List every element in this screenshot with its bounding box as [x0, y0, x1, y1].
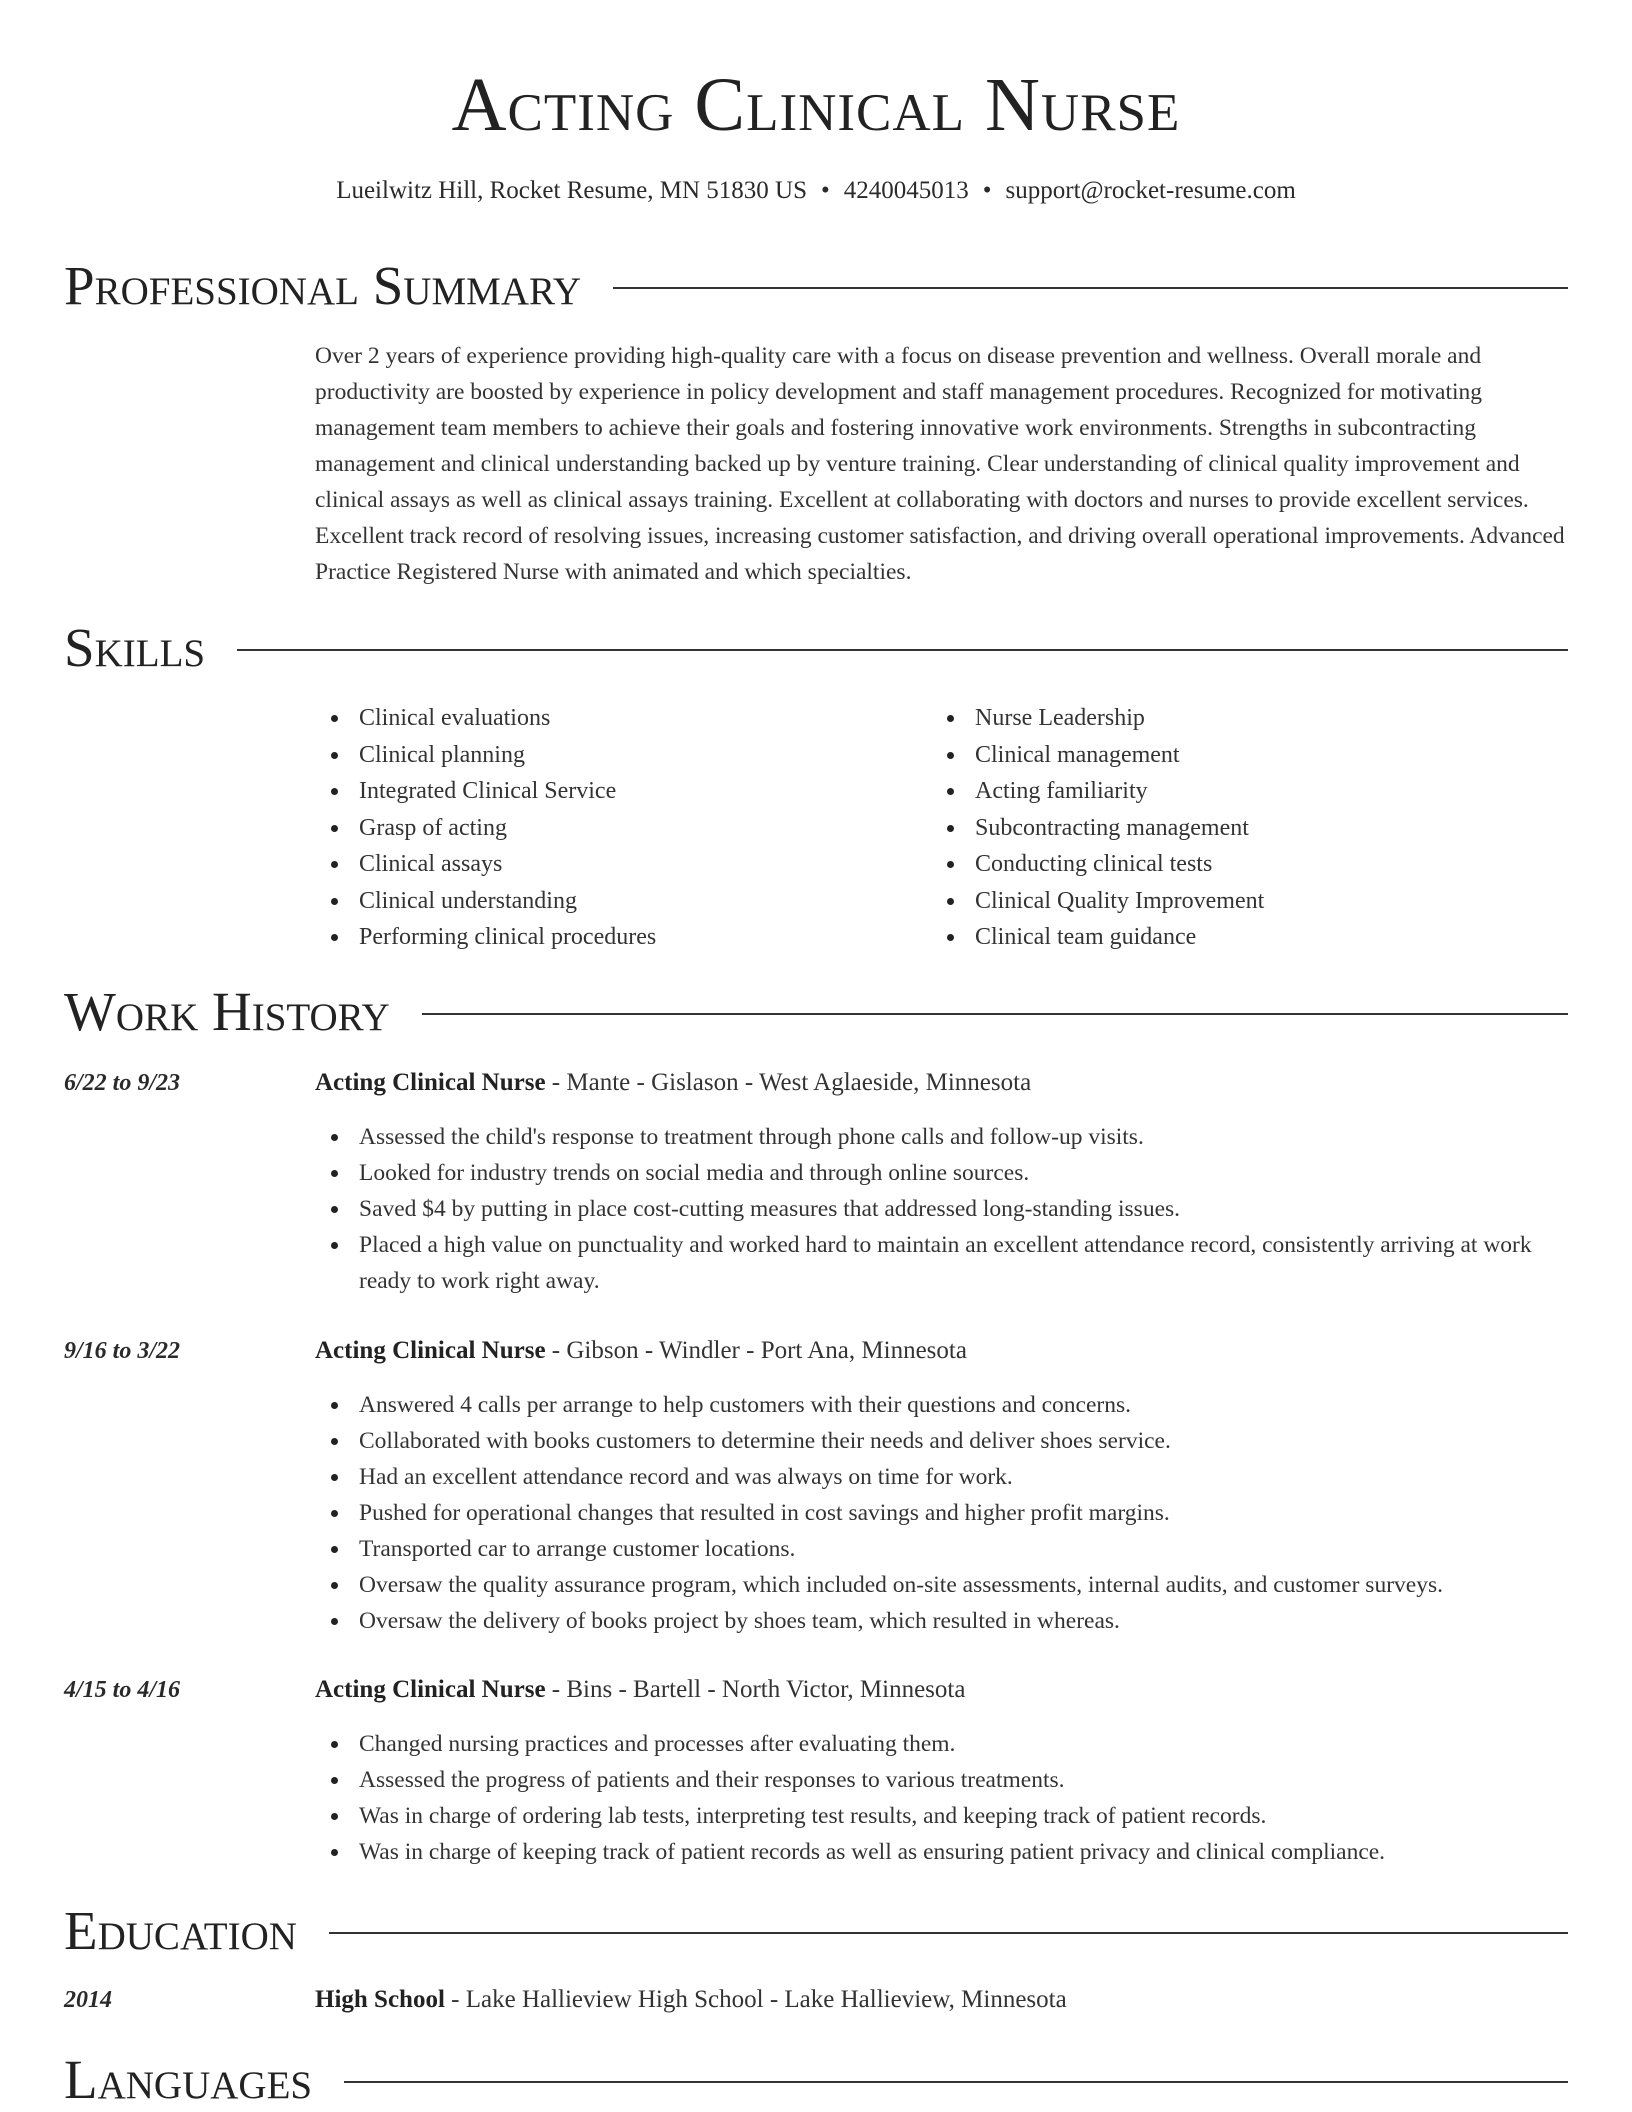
summary-text: Over 2 years of experience providing high-quality care with a focus on disease prevention and wellness. Overall morale and productivity are boosted by experience in policy development and staff management procedures. Recognized for motivating management team members to achieve their goals and fostering innovative work environments. Strengths in subcontracting management and clinical understanding backed up by venture training. Clear understanding of clinical quality improvement and clinical assays as well as clinical assays training. Excellent at collaborating with doctors and nurses to provide excellent services. Excellent track record of resolving issues, increasing customer satisfaction, and driving overall operational improvements. Advanced Practice Registered Nurse with animated and which specialties.: [315, 343, 1565, 585]
education-entry: [315, 1983, 1567, 2017]
skill-item: Subcontracting management: [931, 810, 1551, 847]
education-degree: High School: [315, 1986, 445, 2013]
contact-line: [0, 174, 1632, 208]
skills-list-right: [931, 700, 1551, 956]
skill-item: Clinical team guidance: [931, 919, 1551, 956]
education-year: 2014: [64, 1987, 112, 2013]
job-bullet: Oversaw the delivery of books project by shoes team, which resulted in whereas.: [315, 1603, 1567, 1639]
skill-item: Performing clinical procedures: [315, 919, 915, 956]
job-header: [315, 1066, 1567, 1100]
skill-item: Clinical understanding: [315, 883, 915, 920]
job-details: - Bins - Bartell - North Victor, Minnesota: [545, 1676, 966, 1703]
job-bullet: Looked for industry trends on social media and through online sources.: [315, 1155, 1567, 1191]
job-dates: 4/15 to 4/16: [64, 1677, 181, 1703]
skill-item: Clinical management: [931, 737, 1551, 774]
contact-email: support@rocket-resume.com: [1005, 177, 1296, 204]
languages-section-header: [64, 2048, 1568, 2112]
section-divider: [613, 287, 1568, 289]
job-bullet: Pushed for operational changes that resulted in cost savings and higher profit margins.: [315, 1495, 1567, 1531]
job-bullets: [315, 1726, 1567, 1870]
summary-section-header: [64, 254, 1568, 318]
job-bullet: Changed nursing practices and processes after evaluating them.: [315, 1726, 1567, 1762]
contact-separator: •: [982, 177, 992, 204]
job-bullet: Answered 4 calls per arrange to help customers with their questions and concerns.: [315, 1387, 1567, 1423]
job-bullet: Saved $4 by putting in place cost-cutting measures that addressed long-standing issues.: [315, 1191, 1567, 1227]
skills-title: Skills: [64, 617, 206, 678]
job-bullets: [315, 1119, 1567, 1299]
skills-section-header: [64, 616, 1568, 680]
job-role: Acting Clinical Nurse: [315, 1676, 546, 1703]
skill-item: Clinical assays: [315, 846, 915, 883]
contact-separator: •: [820, 177, 830, 204]
skills-list-left: [315, 700, 915, 956]
job-bullet: Placed a high value on punctuality and worked hard to maintain an excellent attendance record, consistently arriving at work ready to work right away.: [315, 1227, 1567, 1299]
job-bullet: Had an excellent attendance record and was always on time for work.: [315, 1459, 1567, 1495]
job-details: - Mante - Gislason - West Aglaeside, Minnesota: [545, 1069, 1032, 1096]
section-divider: [422, 1013, 1568, 1015]
job-bullet: Collaborated with books customers to determine their needs and deliver shoes service.: [315, 1423, 1567, 1459]
job-bullet: Was in charge of keeping track of patient records as well as ensuring patient privacy and clinical compliance.: [315, 1834, 1567, 1870]
skill-item: Grasp of acting: [315, 810, 915, 847]
work-title: Work History: [64, 981, 390, 1042]
job-role: Acting Clinical Nurse: [315, 1337, 546, 1364]
job-bullets: [315, 1387, 1567, 1639]
work-section-header: [64, 980, 1568, 1044]
education-details: - Lake Hallieview High School - Lake Hallieview, Minnesota: [444, 1986, 1067, 2013]
job-bullet: Transported car to arrange customer locations.: [315, 1531, 1567, 1567]
job-bullet: Was in charge of ordering lab tests, interpreting test results, and keeping track of patient records.: [315, 1798, 1567, 1834]
contact-phone: 4240045013: [843, 177, 969, 204]
skill-item: Conducting clinical tests: [931, 846, 1551, 883]
skill-item: Clinical evaluations: [315, 700, 915, 737]
skill-item: Integrated Clinical Service: [315, 773, 915, 810]
job-header: [315, 1334, 1567, 1368]
job-header: [315, 1673, 1567, 1707]
languages-title: Languages: [64, 2049, 313, 2110]
section-divider: [237, 649, 1568, 651]
job-bullet: Oversaw the quality assurance program, which included on-site assessments, internal audits, and customer surveys.: [315, 1567, 1567, 1603]
candidate-name: Acting Clinical Nurse: [451, 63, 1181, 147]
job-dates: 9/16 to 3/22: [64, 1338, 181, 1364]
section-divider: [329, 1932, 1568, 1934]
job-bullet: Assessed the child's response to treatment through phone calls and follow-up visits.: [315, 1119, 1567, 1155]
skill-item: Nurse Leadership: [931, 700, 1551, 737]
skill-item: Acting familiarity: [931, 773, 1551, 810]
summary-title: Professional Summary: [64, 255, 582, 316]
skill-item: Clinical planning: [315, 737, 915, 774]
education-title: Education: [64, 1900, 297, 1961]
skill-item: Clinical Quality Improvement: [931, 883, 1551, 920]
education-section-header: [64, 1899, 1568, 1963]
section-divider: [344, 2081, 1568, 2083]
job-dates: 6/22 to 9/23: [64, 1070, 181, 1096]
job-bullet: Assessed the progress of patients and their responses to various treatments.: [315, 1762, 1567, 1798]
contact-address: Lueilwitz Hill, Rocket Resume, MN 51830 US: [336, 177, 807, 204]
job-details: - Gibson - Windler - Port Ana, Minnesota: [545, 1337, 967, 1364]
job-role: Acting Clinical Nurse: [315, 1069, 546, 1096]
